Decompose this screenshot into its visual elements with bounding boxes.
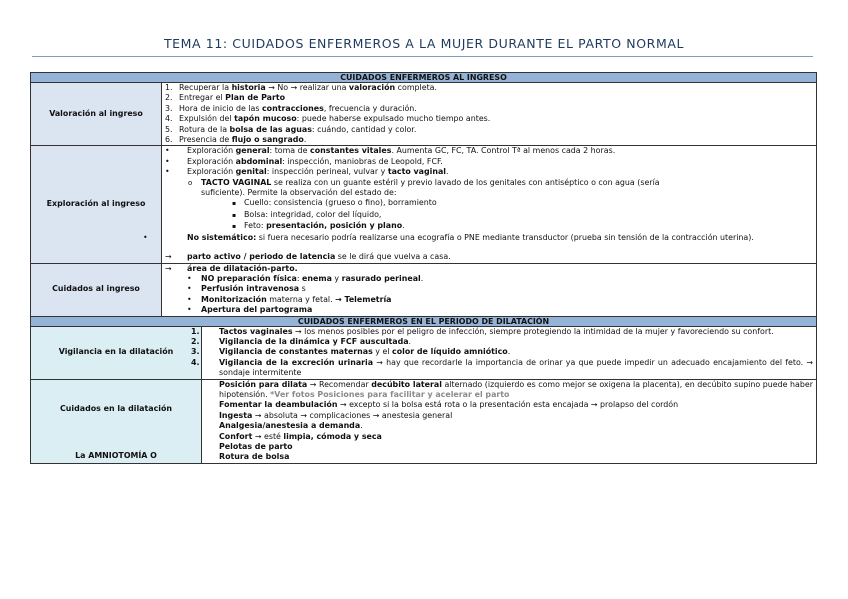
row-exploracion — [31, 146, 817, 263]
list-item: o TACTO VAGINAL se realiza con un guante estéril y previo lavado de los genitales con antiséptico o con agua (sería — [188, 177, 660, 187]
list-item: Rotura de bolsa — [219, 452, 290, 462]
bullet-icon: • — [165, 167, 170, 177]
list-item: Pelotas de parto — [219, 442, 293, 451]
list-item: ▪ Bolsa: integridad, color del líquido, — [165, 210, 813, 221]
square-bullet-icon: ▪ — [232, 223, 237, 231]
row-label: Vigilancia en la dilatación — [31, 326, 202, 379]
bullet-icon: • — [143, 232, 148, 242]
list-item: Analgesia/anestesia a demanda. — [219, 421, 363, 431]
row-label: Cuidados al ingreso — [31, 263, 162, 316]
row-label: Valoración al ingreso — [31, 83, 162, 146]
list-item: Posición para dilata → Recomendar decúbito lateral alternado (izquierdo es como mejor se oxigena la placenta), en decúbito supino puede haber hipotensión. *Ver fotos Posiciones para facilitar y acelerar el parto — [219, 379, 814, 399]
section-title: CUIDADOS ENFERMEROS AL INGRESO — [31, 73, 817, 83]
arrow-icon: → — [165, 263, 172, 273]
list-item-continuation: suficiente). Permite la observación del estado de: — [201, 188, 397, 198]
list-item: • Apertura del partograma — [187, 305, 313, 315]
row-valoracion — [31, 83, 817, 146]
list-item: 6. Presencia de flujo o sangrado. — [165, 135, 307, 145]
section-title: CUIDADOS ENFERMEROS EN EL PERIODO DE DILATACIÓN — [31, 316, 817, 326]
list-item: 3. Vigilancia de constantes maternas y el color de líquido amniótico. — [191, 347, 511, 357]
title-underline — [32, 56, 813, 57]
list-item: 1. Recuperar la historia → No → realizar una valoración completa. — [165, 83, 438, 92]
row-cuidados-dilatacion — [31, 379, 817, 463]
row-label-cell — [31, 379, 202, 463]
row-label: Exploración al ingreso — [31, 146, 162, 263]
list-item: • Exploración general: toma de constantes vitales. Aumenta GC, FC, TA. Control Tª al menos cada 2 horas. — [165, 146, 616, 156]
exploracion-content — [143, 146, 817, 263]
cuidados-ingreso-content — [162, 263, 817, 316]
circle-bullet-icon: o — [188, 178, 193, 187]
list-item: • Exploración genital: inspección perineal, vulvar y tacto vaginal. — [165, 167, 449, 177]
list-item: → parto activo / periodo de latencia se le dirá que vuelva a casa. — [165, 252, 451, 262]
bullet-icon: • — [165, 146, 170, 156]
bullet-icon: • — [187, 305, 192, 315]
list-item: ▪ Cuello: consistencia (grueso o fino), borramiento — [165, 198, 813, 209]
list-item: 4. Expulsión del tapón mucoso: puede haberse expulsado mucho tiempo antes. — [165, 114, 491, 124]
bullet-icon: • — [187, 273, 192, 283]
list-item: → área de dilatación-parto. — [165, 263, 298, 273]
list-item: 5. Rotura de la bolsa de las aguas: cuándo, cantidad y color. — [165, 124, 417, 134]
list-item: Ingesta → absoluta → complicaciones → anestesia general — [219, 410, 453, 420]
section-header-ingreso — [31, 73, 817, 83]
list-item: 1. Tactos vaginales → los menos posibles por el peligro de infección, siempre protegiendo la intimidad de la mujer y favoreciendo su confort. — [191, 326, 774, 336]
list-item: • NO preparación física: enema y rasurado perineal. — [187, 273, 424, 283]
list-item: 3. Hora de inicio de las contracciones, frecuencia y duración. — [165, 103, 417, 113]
list-item: • Perfusión intravenosa s — [187, 284, 306, 294]
bullet-icon: • — [187, 284, 192, 294]
page-title: TEMA 11: CUIDADOS ENFERMEROS A LA MUJER DURANTE EL PARTO NORMAL — [163, 36, 685, 51]
arrow-icon: → — [165, 252, 172, 262]
list-item: 2. Entregar el Plan de Parto — [165, 93, 286, 103]
list-item: Fomentar la deambulación → excepto si la bolsa está rota o la presentación esta encajada → prolapso del cordón — [219, 400, 679, 410]
row-label-secondary: La AMNIOTOMÍA O — [75, 451, 157, 461]
valoracion-content — [162, 83, 817, 146]
list-item: 4. Vigilancia de la excreción urinaria → hay que recordarle la importancia de orinar ya que puede impedir un adecuado encajamiento del feto. → sondaje intermitente — [191, 357, 814, 378]
square-bullet-icon: ▪ — [232, 200, 237, 208]
vigilancia-content — [191, 326, 817, 379]
care-table — [30, 72, 817, 464]
row-label: Cuidados en la dilatación — [60, 403, 172, 413]
list-item: • Monitorización materna y fetal. → Telemetría — [187, 294, 392, 304]
list-item: ▪ Feto: presentación, posición y plano. — [165, 221, 813, 232]
list-item: • Exploración abdominal: inspección, maniobras de Leopold, FCF. — [165, 156, 443, 166]
bullet-icon: • — [187, 294, 192, 304]
list-item: Confort → esté limpia, cómoda y seca — [219, 431, 382, 441]
bullet-icon: • — [165, 156, 170, 166]
section-header-dilatacion — [31, 316, 817, 326]
row-vigilancia — [31, 326, 817, 379]
square-bullet-icon: ▪ — [232, 211, 237, 219]
cuidados-dilatacion-content — [202, 379, 817, 463]
list-item: 2. Vigilancia de la dinámica y FCF auscultada. — [191, 336, 412, 346]
row-cuidados-ingreso — [31, 263, 817, 316]
list-item: • No sistemático: si fuera necesario podría realizarse una ecografía o PNE mediante transductor (prueba sin tensión de la contracción uterina). — [143, 232, 754, 242]
